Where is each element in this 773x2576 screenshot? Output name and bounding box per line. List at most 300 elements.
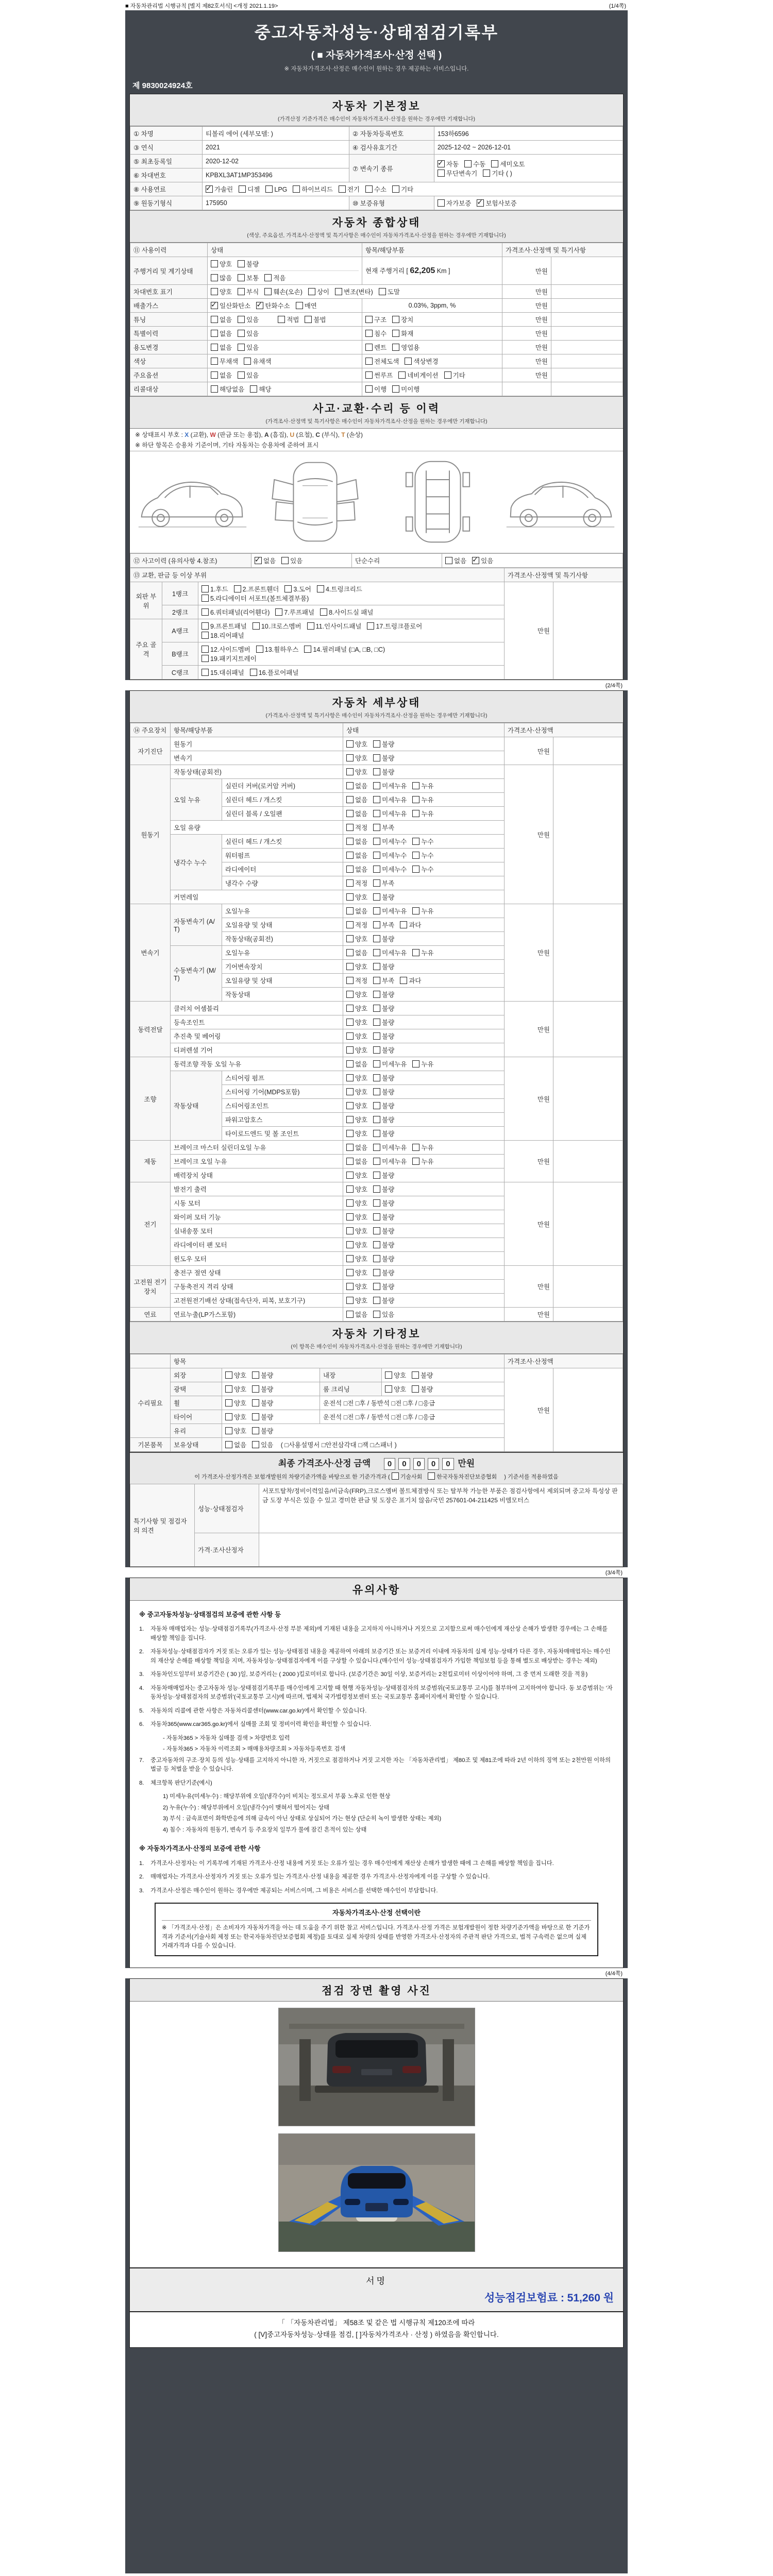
- checkbox-icon[interactable]: [373, 893, 380, 901]
- checkbox-icon[interactable]: [346, 1297, 354, 1304]
- checkbox-option[interactable]: 15.대쉬패널: [201, 668, 244, 677]
- checkbox-icon[interactable]: [373, 810, 380, 817]
- checkbox-option[interactable]: 9.프론트패널: [201, 621, 247, 631]
- checkbox-icon[interactable]: [373, 838, 380, 845]
- checkbox-option[interactable]: ✓ 탄화수소: [256, 301, 290, 310]
- checkbox-icon[interactable]: [373, 782, 380, 789]
- checkbox-icon[interactable]: [373, 1158, 380, 1165]
- checkbox-icon[interactable]: [373, 1172, 380, 1179]
- checkbox-icon[interactable]: [256, 646, 263, 653]
- checkbox-option[interactable]: 한국자동차진단보증협회: [428, 1472, 497, 1481]
- checkbox-option[interactable]: 기타: [444, 370, 465, 380]
- checkbox-option[interactable]: 누유: [412, 906, 433, 916]
- checkbox-icon[interactable]: [346, 1130, 354, 1137]
- checkbox-icon[interactable]: [373, 866, 380, 873]
- checkbox-option[interactable]: 해당: [250, 384, 271, 394]
- checkbox-option[interactable]: 없음: [225, 1440, 246, 1449]
- checkbox-option[interactable]: 없음: [346, 1143, 367, 1152]
- checkbox-icon[interactable]: [365, 344, 373, 351]
- checkbox-option[interactable]: 없음: [346, 1310, 367, 1319]
- checkbox-option[interactable]: 있음: [373, 1310, 394, 1319]
- checkbox-icon[interactable]: [412, 907, 419, 914]
- checkbox-icon[interactable]: [373, 740, 380, 748]
- checkbox-icon[interactable]: [412, 949, 419, 956]
- checkbox-icon[interactable]: [225, 1441, 232, 1448]
- checkbox-icon[interactable]: [211, 371, 218, 379]
- checkbox-option[interactable]: 디젤: [239, 184, 260, 194]
- checkbox-icon[interactable]: [281, 557, 289, 564]
- checkbox-option[interactable]: 미세누유: [373, 1059, 407, 1069]
- checkbox-icon[interactable]: [234, 585, 241, 592]
- checkbox-option[interactable]: 불량: [373, 990, 394, 999]
- checkbox-icon[interactable]: [373, 1269, 380, 1276]
- checkbox-option[interactable]: 기타: [392, 184, 413, 194]
- checkbox-option[interactable]: 8.사이드실 패널: [320, 607, 373, 617]
- checkbox-icon[interactable]: [373, 1005, 380, 1012]
- checkbox-option[interactable]: 불량: [373, 753, 394, 762]
- checkbox-option[interactable]: 5.라디에이터 서포트(볼트체결부품): [201, 594, 309, 603]
- checkbox-option[interactable]: 양호: [346, 1004, 367, 1013]
- checkbox-option[interactable]: 많음: [211, 273, 232, 282]
- checkbox-icon[interactable]: [346, 963, 354, 970]
- checkbox-option[interactable]: 적법: [278, 315, 299, 324]
- checkbox-option[interactable]: 수소: [365, 184, 386, 194]
- checkbox-option[interactable]: 변조(변타): [335, 287, 373, 296]
- checkbox-option[interactable]: 없음: [211, 370, 232, 380]
- checkbox-option[interactable]: 불량: [373, 1254, 394, 1263]
- checkbox-icon[interactable]: [392, 385, 399, 393]
- checkbox-option[interactable]: 불량: [373, 1282, 394, 1291]
- checkbox-icon[interactable]: [346, 1172, 354, 1179]
- checkbox-icon[interactable]: [373, 754, 380, 761]
- checkbox-icon[interactable]: [385, 1371, 392, 1379]
- checkbox-icon[interactable]: [367, 622, 374, 630]
- checkbox-icon[interactable]: [284, 585, 292, 592]
- checkbox-icon[interactable]: [346, 1102, 354, 1109]
- checkbox-option[interactable]: 양호: [225, 1398, 246, 1408]
- checkbox-option[interactable]: 있음: [238, 315, 259, 324]
- checkbox-icon[interactable]: [373, 1130, 380, 1137]
- checkbox-option[interactable]: 6.쿼터패널(리어휀다): [201, 607, 270, 617]
- checkbox-option[interactable]: 불량: [373, 1115, 394, 1124]
- checkbox-option[interactable]: 있음: [281, 556, 303, 565]
- checkbox-option[interactable]: ✓ 있음: [472, 556, 493, 565]
- checkbox-option[interactable]: 전체도색: [365, 357, 399, 366]
- checkbox-icon[interactable]: [373, 1102, 380, 1109]
- checkbox-icon[interactable]: [346, 810, 354, 817]
- checkbox-option[interactable]: 있음: [238, 370, 259, 380]
- checkbox-option[interactable]: 불량: [373, 962, 394, 971]
- checkbox-option[interactable]: 적정: [346, 878, 367, 888]
- checkbox-icon[interactable]: [373, 963, 380, 970]
- checkbox-option[interactable]: 부족: [373, 823, 394, 832]
- checkbox-icon[interactable]: [373, 1046, 380, 1054]
- checkbox-icon[interactable]: [373, 1255, 380, 1262]
- checkbox-option[interactable]: 누유: [412, 781, 433, 790]
- checkbox-option[interactable]: 13.휠하우스: [256, 645, 299, 654]
- checkbox-option[interactable]: 불법: [305, 315, 326, 324]
- checkbox-option[interactable]: 없음: [346, 781, 367, 790]
- checkbox-icon[interactable]: [211, 288, 218, 295]
- checkbox-option[interactable]: 미세누유: [373, 809, 407, 818]
- checkbox-icon[interactable]: [211, 344, 218, 351]
- checkbox-option[interactable]: 영업용: [392, 343, 419, 352]
- checkbox-icon[interactable]: [444, 371, 451, 379]
- checkbox-option[interactable]: 누유: [412, 1157, 433, 1166]
- checkbox-icon[interactable]: [392, 344, 399, 351]
- checkbox-option[interactable]: 썬루프: [365, 370, 393, 380]
- checkbox-option[interactable]: 없음: [346, 837, 367, 846]
- checkbox-option[interactable]: 불량: [252, 1398, 273, 1408]
- checkbox-icon[interactable]: [373, 1227, 380, 1234]
- checkbox-option[interactable]: 없음: [346, 948, 367, 957]
- checkbox-option[interactable]: 불량: [373, 1087, 394, 1096]
- checkbox-icon[interactable]: [346, 935, 354, 942]
- checkbox-option[interactable]: 누수: [412, 851, 433, 860]
- checkbox-option[interactable]: 불량: [373, 1004, 394, 1013]
- checkbox-icon[interactable]: [252, 1413, 259, 1420]
- checkbox-icon[interactable]: [308, 288, 315, 295]
- checked-checkbox-icon[interactable]: [438, 160, 445, 167]
- checkbox-icon[interactable]: [346, 907, 354, 914]
- checked-checkbox-icon[interactable]: [472, 557, 479, 564]
- checked-checkbox-icon[interactable]: [255, 557, 262, 564]
- checkbox-icon[interactable]: [373, 796, 380, 803]
- checkbox-icon[interactable]: [238, 371, 245, 379]
- checkbox-option[interactable]: 19.패키지트레이: [201, 654, 257, 663]
- checkbox-option[interactable]: 불량: [412, 1370, 433, 1380]
- checkbox-icon[interactable]: [392, 185, 399, 193]
- checkbox-icon[interactable]: [293, 185, 300, 193]
- checkbox-icon[interactable]: [412, 866, 419, 873]
- checkbox-option[interactable]: 불량: [373, 1073, 394, 1082]
- checkbox-option[interactable]: 하이브리드: [293, 184, 332, 194]
- checkbox-icon[interactable]: [365, 330, 373, 337]
- checkbox-option[interactable]: ✓ 보험사보증: [477, 198, 516, 208]
- checkbox-option[interactable]: 양호: [346, 1212, 367, 1222]
- checkbox-icon[interactable]: [346, 1158, 354, 1165]
- checkbox-icon[interactable]: [373, 852, 380, 859]
- checkbox-icon[interactable]: [385, 1385, 392, 1393]
- checkbox-icon[interactable]: [346, 1185, 354, 1193]
- checkbox-option[interactable]: 양호: [346, 962, 367, 971]
- checkbox-icon[interactable]: [225, 1371, 232, 1379]
- checkbox-icon[interactable]: [252, 1385, 259, 1393]
- checkbox-icon[interactable]: [346, 754, 354, 761]
- checkbox-icon[interactable]: [238, 288, 245, 295]
- checkbox-icon[interactable]: [304, 646, 311, 653]
- checkbox-option[interactable]: 양호: [346, 1240, 367, 1249]
- checkbox-option[interactable]: 적정: [346, 976, 367, 985]
- checkbox-option[interactable]: 불량: [373, 1268, 394, 1277]
- checkbox-option[interactable]: 3.도어: [284, 584, 311, 594]
- checkbox-icon[interactable]: [412, 1060, 419, 1067]
- checked-checkbox-icon[interactable]: [211, 302, 218, 309]
- checkbox-option[interactable]: 자가보증: [438, 198, 471, 208]
- checkbox-option[interactable]: ✓ 가솔린: [206, 184, 233, 194]
- checkbox-icon[interactable]: [244, 358, 251, 365]
- checkbox-icon[interactable]: [264, 288, 272, 295]
- checkbox-option[interactable]: 양호: [346, 739, 367, 749]
- checkbox-option[interactable]: 누유: [412, 795, 433, 804]
- checkbox-icon[interactable]: [346, 879, 354, 887]
- checkbox-icon[interactable]: [412, 838, 419, 845]
- checkbox-option[interactable]: 불량: [373, 1226, 394, 1235]
- checkbox-icon[interactable]: [252, 1427, 259, 1434]
- checkbox-icon[interactable]: [346, 740, 354, 748]
- checkbox-icon[interactable]: [392, 1472, 399, 1480]
- checkbox-icon[interactable]: [346, 1088, 354, 1095]
- checkbox-icon[interactable]: [201, 646, 209, 653]
- checkbox-icon[interactable]: [373, 1199, 380, 1207]
- checkbox-icon[interactable]: [379, 288, 386, 295]
- checkbox-option[interactable]: 양호: [346, 892, 367, 902]
- checkbox-option[interactable]: LPG: [265, 185, 287, 193]
- checkbox-option[interactable]: 양호: [346, 1268, 367, 1277]
- checkbox-icon[interactable]: [346, 1199, 354, 1207]
- checkbox-icon[interactable]: [373, 1311, 380, 1318]
- checkbox-option[interactable]: 16.플로어패널: [250, 668, 299, 677]
- checkbox-icon[interactable]: [346, 796, 354, 803]
- checkbox-option[interactable]: 2.프론트휀더: [234, 584, 279, 594]
- checkbox-option[interactable]: 불량: [373, 739, 394, 749]
- checkbox-icon[interactable]: [373, 1213, 380, 1221]
- checkbox-option[interactable]: 양호: [346, 1198, 367, 1208]
- checkbox-option[interactable]: 불량: [252, 1426, 273, 1435]
- checkbox-option[interactable]: 불량: [412, 1384, 433, 1394]
- checkbox-option[interactable]: 장치: [392, 315, 413, 324]
- checkbox-icon[interactable]: [211, 330, 218, 337]
- checkbox-option[interactable]: 누유: [412, 809, 433, 818]
- checkbox-option[interactable]: 보통: [238, 273, 259, 282]
- checkbox-option[interactable]: 양호: [346, 1087, 367, 1096]
- checkbox-icon[interactable]: [365, 385, 373, 393]
- checkbox-option[interactable]: 훼손(오손): [264, 287, 303, 296]
- checkbox-icon[interactable]: [373, 1019, 380, 1026]
- checkbox-option[interactable]: 11.인사이드패널: [307, 621, 362, 631]
- checkbox-icon[interactable]: [252, 1371, 259, 1379]
- checkbox-option[interactable]: ✓자동: [438, 159, 459, 168]
- checkbox-icon[interactable]: [346, 977, 354, 984]
- checkbox-option[interactable]: 양호: [211, 259, 232, 268]
- checkbox-icon[interactable]: [225, 1399, 232, 1406]
- checkbox-option[interactable]: 양호: [346, 753, 367, 762]
- checkbox-icon[interactable]: [346, 1074, 354, 1081]
- checkbox-option[interactable]: 적정: [346, 920, 367, 929]
- checkbox-icon[interactable]: [250, 669, 257, 676]
- checkbox-option[interactable]: 불량: [238, 259, 259, 268]
- checkbox-icon[interactable]: [428, 1472, 435, 1480]
- checkbox-option[interactable]: 18.리어패널: [201, 631, 244, 640]
- checkbox-option[interactable]: ✓ 일산화탄소: [211, 301, 250, 310]
- checkbox-option[interactable]: 누유: [412, 948, 433, 957]
- checkbox-option[interactable]: 색상변경: [405, 357, 438, 366]
- checkbox-option[interactable]: 상이: [308, 287, 329, 296]
- checkbox-option[interactable]: 없음: [211, 343, 232, 352]
- checkbox-option[interactable]: 불량: [373, 1240, 394, 1249]
- checkbox-icon[interactable]: [201, 608, 209, 616]
- checkbox-icon[interactable]: [307, 622, 314, 630]
- checkbox-option[interactable]: 양호: [225, 1412, 246, 1421]
- checkbox-icon[interactable]: [346, 1019, 354, 1026]
- checkbox-option[interactable]: 10.크로스멤버: [253, 621, 301, 631]
- checkbox-option[interactable]: 불량: [252, 1384, 273, 1394]
- checkbox-option[interactable]: 양호: [346, 1254, 367, 1263]
- checkbox-option[interactable]: 양호: [346, 1296, 367, 1305]
- checkbox-icon[interactable]: [225, 1427, 232, 1434]
- checkbox-icon[interactable]: [373, 991, 380, 998]
- checkbox-icon[interactable]: [201, 595, 209, 602]
- checkbox-icon[interactable]: [373, 1088, 380, 1095]
- checkbox-option[interactable]: 미세누유: [373, 948, 407, 957]
- checkbox-option[interactable]: 해당없음: [211, 384, 244, 394]
- checkbox-icon[interactable]: [392, 316, 399, 323]
- checkbox-option[interactable]: 이행: [365, 384, 386, 394]
- checkbox-option[interactable]: 양호: [346, 1018, 367, 1027]
- checkbox-icon[interactable]: [238, 260, 245, 267]
- checkbox-icon[interactable]: [225, 1385, 232, 1393]
- checkbox-icon[interactable]: [296, 302, 303, 309]
- checkbox-option[interactable]: 없음: [445, 556, 466, 565]
- checkbox-option[interactable]: 수동: [464, 159, 485, 168]
- checkbox-option[interactable]: 유채색: [244, 357, 271, 366]
- checkbox-icon[interactable]: [373, 768, 380, 775]
- checkbox-icon[interactable]: [346, 1311, 354, 1318]
- checked-checkbox-icon[interactable]: [256, 302, 263, 309]
- checkbox-option[interactable]: 네비게이션: [398, 370, 438, 380]
- checkbox-icon[interactable]: [412, 1371, 419, 1379]
- checkbox-option[interactable]: 불량: [373, 1018, 394, 1027]
- checkbox-icon[interactable]: [211, 260, 218, 267]
- checkbox-icon[interactable]: [346, 921, 354, 928]
- checkbox-icon[interactable]: [211, 274, 218, 281]
- checkbox-icon[interactable]: [400, 977, 407, 984]
- checkbox-option[interactable]: 불량: [373, 1045, 394, 1055]
- checkbox-option[interactable]: 불량: [373, 1296, 394, 1305]
- checkbox-option[interactable]: 미이행: [392, 384, 419, 394]
- checkbox-option[interactable]: 불량: [373, 1198, 394, 1208]
- checked-checkbox-icon[interactable]: [477, 199, 484, 207]
- checkbox-icon[interactable]: [346, 1283, 354, 1290]
- checkbox-icon[interactable]: [346, 782, 354, 789]
- checkbox-option[interactable]: 미세누유: [373, 1143, 407, 1152]
- checkbox-icon[interactable]: [201, 585, 209, 592]
- checkbox-icon[interactable]: [201, 632, 209, 639]
- checkbox-option[interactable]: 없음: [346, 1059, 367, 1069]
- checkbox-option[interactable]: 누수: [412, 837, 433, 846]
- checkbox-option[interactable]: 렌트: [365, 343, 386, 352]
- checkbox-icon[interactable]: [346, 1060, 354, 1067]
- checkbox-option[interactable]: 불량: [373, 934, 394, 943]
- checkbox-icon[interactable]: [373, 1241, 380, 1248]
- checkbox-icon[interactable]: [346, 852, 354, 859]
- checkbox-option[interactable]: 양호: [385, 1370, 406, 1380]
- checkbox-option[interactable]: 부족: [373, 878, 394, 888]
- checkbox-icon[interactable]: [412, 1385, 419, 1393]
- checkbox-icon[interactable]: [464, 160, 472, 167]
- checkbox-icon[interactable]: [238, 316, 245, 323]
- checkbox-icon[interactable]: [365, 358, 373, 365]
- checkbox-icon[interactable]: [225, 1413, 232, 1420]
- checkbox-icon[interactable]: [412, 810, 419, 817]
- checkbox-option[interactable]: 도말: [379, 287, 400, 296]
- checkbox-option[interactable]: 7.루프패널: [275, 607, 314, 617]
- checkbox-option[interactable]: 미세누유: [373, 795, 407, 804]
- checkbox-icon[interactable]: [250, 385, 257, 393]
- checkbox-option[interactable]: 1.후드: [201, 584, 228, 594]
- checkbox-icon[interactable]: [346, 1144, 354, 1151]
- checkbox-icon[interactable]: [339, 185, 346, 193]
- checkbox-option[interactable]: 양호: [346, 767, 367, 776]
- checkbox-option[interactable]: 없음: [211, 329, 232, 338]
- checkbox-icon[interactable]: [373, 1185, 380, 1193]
- checkbox-icon[interactable]: [346, 1213, 354, 1221]
- checked-checkbox-icon[interactable]: [206, 185, 213, 193]
- checkbox-icon[interactable]: [201, 655, 209, 662]
- checkbox-option[interactable]: 없음: [346, 851, 367, 860]
- checkbox-option[interactable]: 미세누유: [373, 906, 407, 916]
- checkbox-option[interactable]: 미세누유: [373, 1157, 407, 1166]
- checkbox-icon[interactable]: [253, 622, 260, 630]
- checkbox-icon[interactable]: [346, 1116, 354, 1123]
- checkbox-option[interactable]: 양호: [346, 1184, 367, 1194]
- checkbox-icon[interactable]: [275, 608, 282, 616]
- checkbox-icon[interactable]: [373, 1060, 380, 1067]
- checkbox-icon[interactable]: [211, 358, 218, 365]
- checkbox-option[interactable]: 전기: [339, 184, 360, 194]
- checkbox-icon[interactable]: [335, 288, 342, 295]
- checkbox-icon[interactable]: [373, 977, 380, 984]
- checkbox-option[interactable]: 누수: [412, 865, 433, 874]
- checkbox-option[interactable]: 없음: [346, 795, 367, 804]
- checkbox-icon[interactable]: [400, 921, 407, 928]
- checkbox-option[interactable]: 과다: [400, 920, 421, 929]
- checkbox-option[interactable]: 양호: [346, 1282, 367, 1291]
- checkbox-icon[interactable]: [405, 358, 412, 365]
- checkbox-icon[interactable]: [239, 185, 246, 193]
- checkbox-icon[interactable]: [412, 782, 419, 789]
- checkbox-icon[interactable]: [438, 170, 445, 177]
- checkbox-option[interactable]: 적음: [264, 273, 285, 282]
- checkbox-icon[interactable]: [252, 1441, 259, 1448]
- checkbox-option[interactable]: 부족: [373, 976, 394, 985]
- checkbox-icon[interactable]: [373, 824, 380, 831]
- checkbox-option[interactable]: 양호: [346, 1031, 367, 1041]
- checkbox-icon[interactable]: [211, 385, 218, 393]
- checkbox-option[interactable]: 매연: [296, 301, 317, 310]
- checkbox-option[interactable]: 누유: [412, 1143, 433, 1152]
- checkbox-icon[interactable]: [483, 170, 490, 177]
- checkbox-icon[interactable]: [373, 1283, 380, 1290]
- checkbox-icon[interactable]: [373, 1032, 380, 1040]
- checkbox-option[interactable]: 없음: [346, 809, 367, 818]
- checkbox-option[interactable]: 불량: [373, 1101, 394, 1110]
- checkbox-icon[interactable]: [346, 949, 354, 956]
- checkbox-icon[interactable]: [373, 1144, 380, 1151]
- checkbox-icon[interactable]: [398, 371, 406, 379]
- checkbox-option[interactable]: 미세누수: [373, 851, 407, 860]
- checkbox-icon[interactable]: [365, 371, 373, 379]
- checkbox-option[interactable]: 불량: [373, 1212, 394, 1222]
- checkbox-icon[interactable]: [365, 316, 373, 323]
- checkbox-option[interactable]: 미세누수: [373, 865, 407, 874]
- checkbox-icon[interactable]: [238, 344, 245, 351]
- checkbox-icon[interactable]: [373, 1116, 380, 1123]
- checkbox-option[interactable]: 없음: [346, 906, 367, 916]
- checkbox-option[interactable]: 세미오토: [491, 159, 525, 168]
- checkbox-option[interactable]: 양호: [225, 1384, 246, 1394]
- checkbox-option[interactable]: 불량: [373, 1184, 394, 1194]
